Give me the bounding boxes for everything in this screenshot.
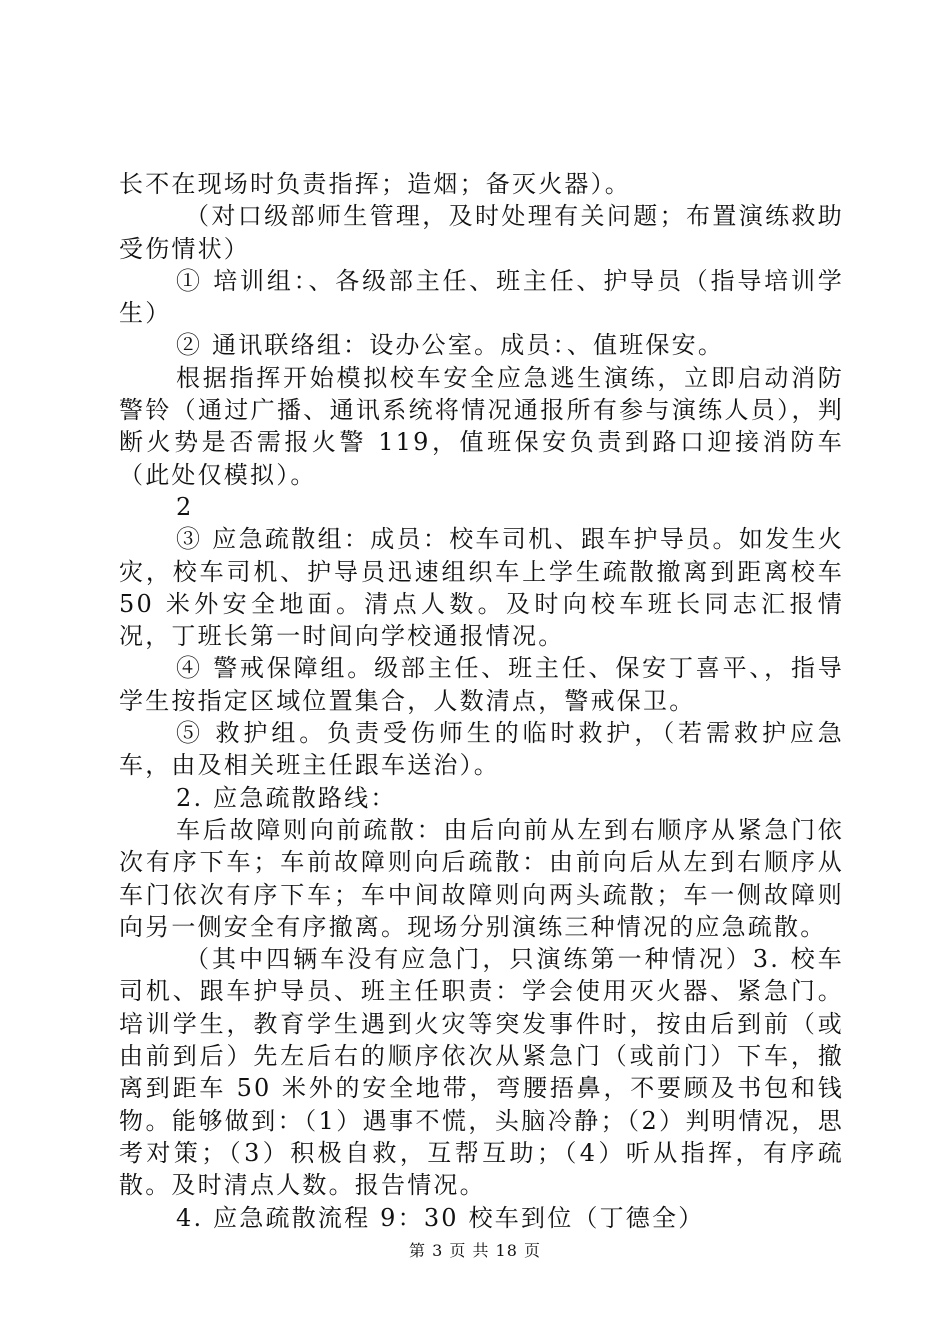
paragraph-training-group: ① 培训组：、各级部主任、班主任、护导员（指导培训学生） [119,266,844,328]
paragraph-continuation: 长不在现场时负责指挥；造烟；备灭火器）。 [119,170,631,198]
section-heading-evacuation-route: 2. 应急疏散路线： [176,783,397,812]
paragraph-evacuation-process: 4. 应急疏散流程 9：30 校车到位（丁德全） [176,1203,705,1232]
paragraph-communication-group: ② 通讯联络组：设办公室。成员：、值班保安。 [176,331,725,360]
paragraph-driver-duties: （其中四辆车没有应急门，只演练第一种情况）3. 校车司机、跟车护导员、班主任职责：学会使用灭火器、紧急门。培训学生，教育学生遇到火灾等突发事件时，按由后到前（或由前到后）先左后右的顺序依次从紧急门（或前门）下车，撤离到距车 50 米外的安全地带，弯腰捂鼻，不要顾及书包和钱物。能够做到：（1）遇事不慌，头脑冷静；（2）判明情况，思考对策；（3）积极自救，互帮互助；（4）听从指挥，有序疏散。及时清点人数。报告情况。 [119,945,844,1200]
paragraph-evacuation-route: 车后故障则向前疏散：由后向前从左到右顺序从紧急门依次有序下车；车前故障则向后疏散：由前向后从左到右顺序从车门依次有序下车；车中间故障则向两头疏散；车一侧故障则向另一侧安全有序撤离。现场分别演练三种情况的应急疏散。 [119,815,844,941]
paragraph-security-group: ④ 警戒保障组。级部主任、班主任、保安丁喜平、，指导学生按指定区域位置集合，人数清点，警戒保卫。 [119,654,844,715]
document-body [119,168,844,1234]
paragraph-duties-note: （对口级部师生管理，及时处理有关问题；布置演练救助受伤情状） [119,202,844,263]
paragraph-alarm-procedure: 根据指挥开始模拟校车安全应急逃生演练，立即启动消防警铃（通过广播、通讯系统将情况通报所有参与演练人员），判断火势是否需报火警 119，值班保安负责到路口迎接消防车（此处仅模拟）。 [119,363,844,489]
page-footer: 第 3 页 共 18 页 [409,1241,541,1260]
paragraph-page-number-marker: 2 [176,492,194,521]
paragraph-rescue-group: ⑤ 救护组。负责受伤师生的临时救护，（若需救护应急车，由及相关班主任跟车送治）。 [119,719,844,780]
paragraph-evacuation-group: ③ 应急疏散组：成员：校车司机、跟车护导员。如发生火灾，校车司机、护导员迅速组织车上学生疏散撤离到距离校车 50 米外安全地面。清点人数。及时向校车班长同志汇报情况，丁班长第一时间向学校通报情况。 [119,525,844,651]
